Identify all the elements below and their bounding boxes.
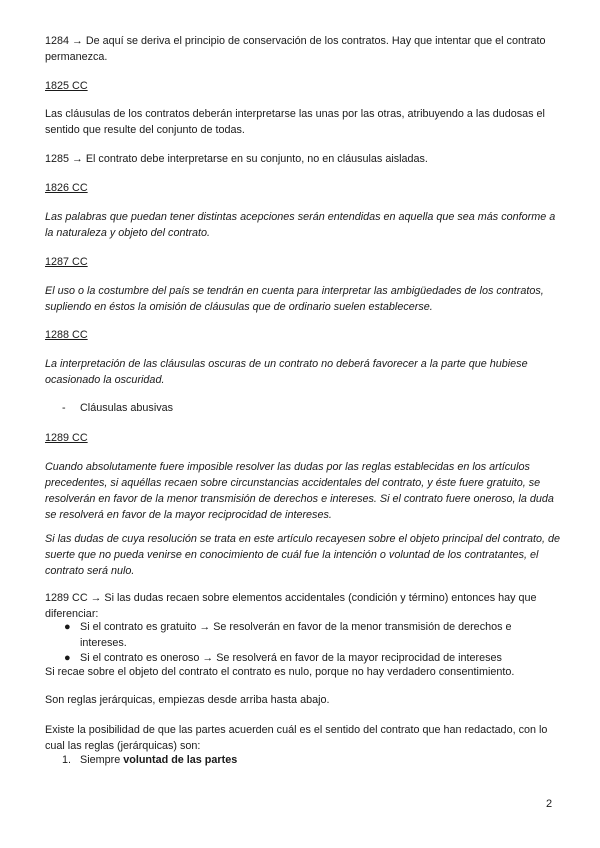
paragraph-jerarquicas: Son reglas jerárquicas, empiezas desde arriba hasta abajo.: [45, 694, 330, 706]
dash-item-text: Cláusulas abusivas: [80, 402, 174, 414]
dash-marker: -: [62, 402, 66, 414]
paragraph-posibilidad: Existe la posibilidad de que las partes acuerden cuál es el sentido del contrato que han redactado, con lo cual las reglas (jerárquicas) son:: [45, 724, 548, 752]
list-item-bold: voluntad de las partes: [123, 754, 238, 766]
paragraph-1284: 1284 → De aquí se deriva el principio de conservación de los contratos. Hay que intentar que el contrato permanezca.: [45, 35, 546, 63]
bullet-marker: ●: [64, 621, 71, 633]
paragraph-1289-b: Si las dudas de cuya resolución se trata en este artículo recayesen sobre el objeto principal del contrato, de suerte que no pueda venirse en conocimiento de cuál fue la intención o voluntad de los contratantes, el contrato será nulo.: [45, 533, 560, 577]
paragraph-objeto: Si recae sobre el objeto del contrato el contrato es nulo, porque no hay verdadero consentimiento.: [45, 666, 515, 678]
paragraph-1826: Las palabras que puedan tener distintas acepciones serán entendidas en aquella que sea más conforme a la naturaleza y objeto del contrato.: [45, 211, 556, 239]
heading-1826: 1826 CC: [45, 182, 88, 194]
paragraph-1289-a: Cuando absolutamente fuere imposible resolver las dudas por las reglas establecidas en los artículos precedentes, si aquéllas recaen sobre circunstancias accidentales del contrato, y éste fuere gratuito, se resolverán en favor de la menor transmisión de derechos e intereses. Si el contrato fuere oneroso, la duda se resolverá en favor de la mayor reciprocidad de intereses.: [45, 461, 554, 521]
bullet-marker: ●: [64, 652, 71, 664]
page-number: 2: [546, 798, 553, 810]
list-item-text: [80, 752, 237, 768]
bullet-text: Si el contrato es gratuito → Se resolverán en favor de la menor transmisión de derechos e intereses.: [80, 621, 512, 649]
heading-1289: 1289 CC: [45, 432, 88, 444]
paragraph-1288: La interpretación de las cláusulas oscuras de un contrato no deberá favorecer a la parte que hubiese ocasionado la oscuridad.: [45, 358, 528, 386]
heading-1287: 1287 CC: [45, 256, 88, 268]
bullet-text: Si el contrato es oneroso → Se resolverá en favor de la mayor reciprocidad de intereses: [80, 652, 502, 664]
heading-1288: 1288 CC: [45, 329, 88, 341]
paragraph-1285: 1285 → El contrato debe interpretarse en su conjunto, no en cláusulas aisladas.: [45, 153, 428, 165]
paragraph-1825: Las cláusulas de los contratos deberán interpretarse las unas por las otras, atribuyendo a las dudosas el sentido que resulte del conjunto de todas.: [45, 108, 545, 136]
list-number: 1.: [62, 754, 72, 766]
paragraph-1287: El uso o la costumbre del país se tendrán en cuenta para interpretar las ambigüedades de los contratos, supliendo en éstos la omisión de cláusulas que de ordinario suelen establecerse.: [45, 285, 544, 313]
list-item-plain: Siempre: [80, 754, 124, 766]
heading-1825: 1825 CC: [45, 80, 88, 92]
paragraph-1289-cc: 1289 CC → Si las dudas recaen sobre elementos accidentales (condición y término) entonces hay que diferenciar:: [45, 592, 537, 620]
